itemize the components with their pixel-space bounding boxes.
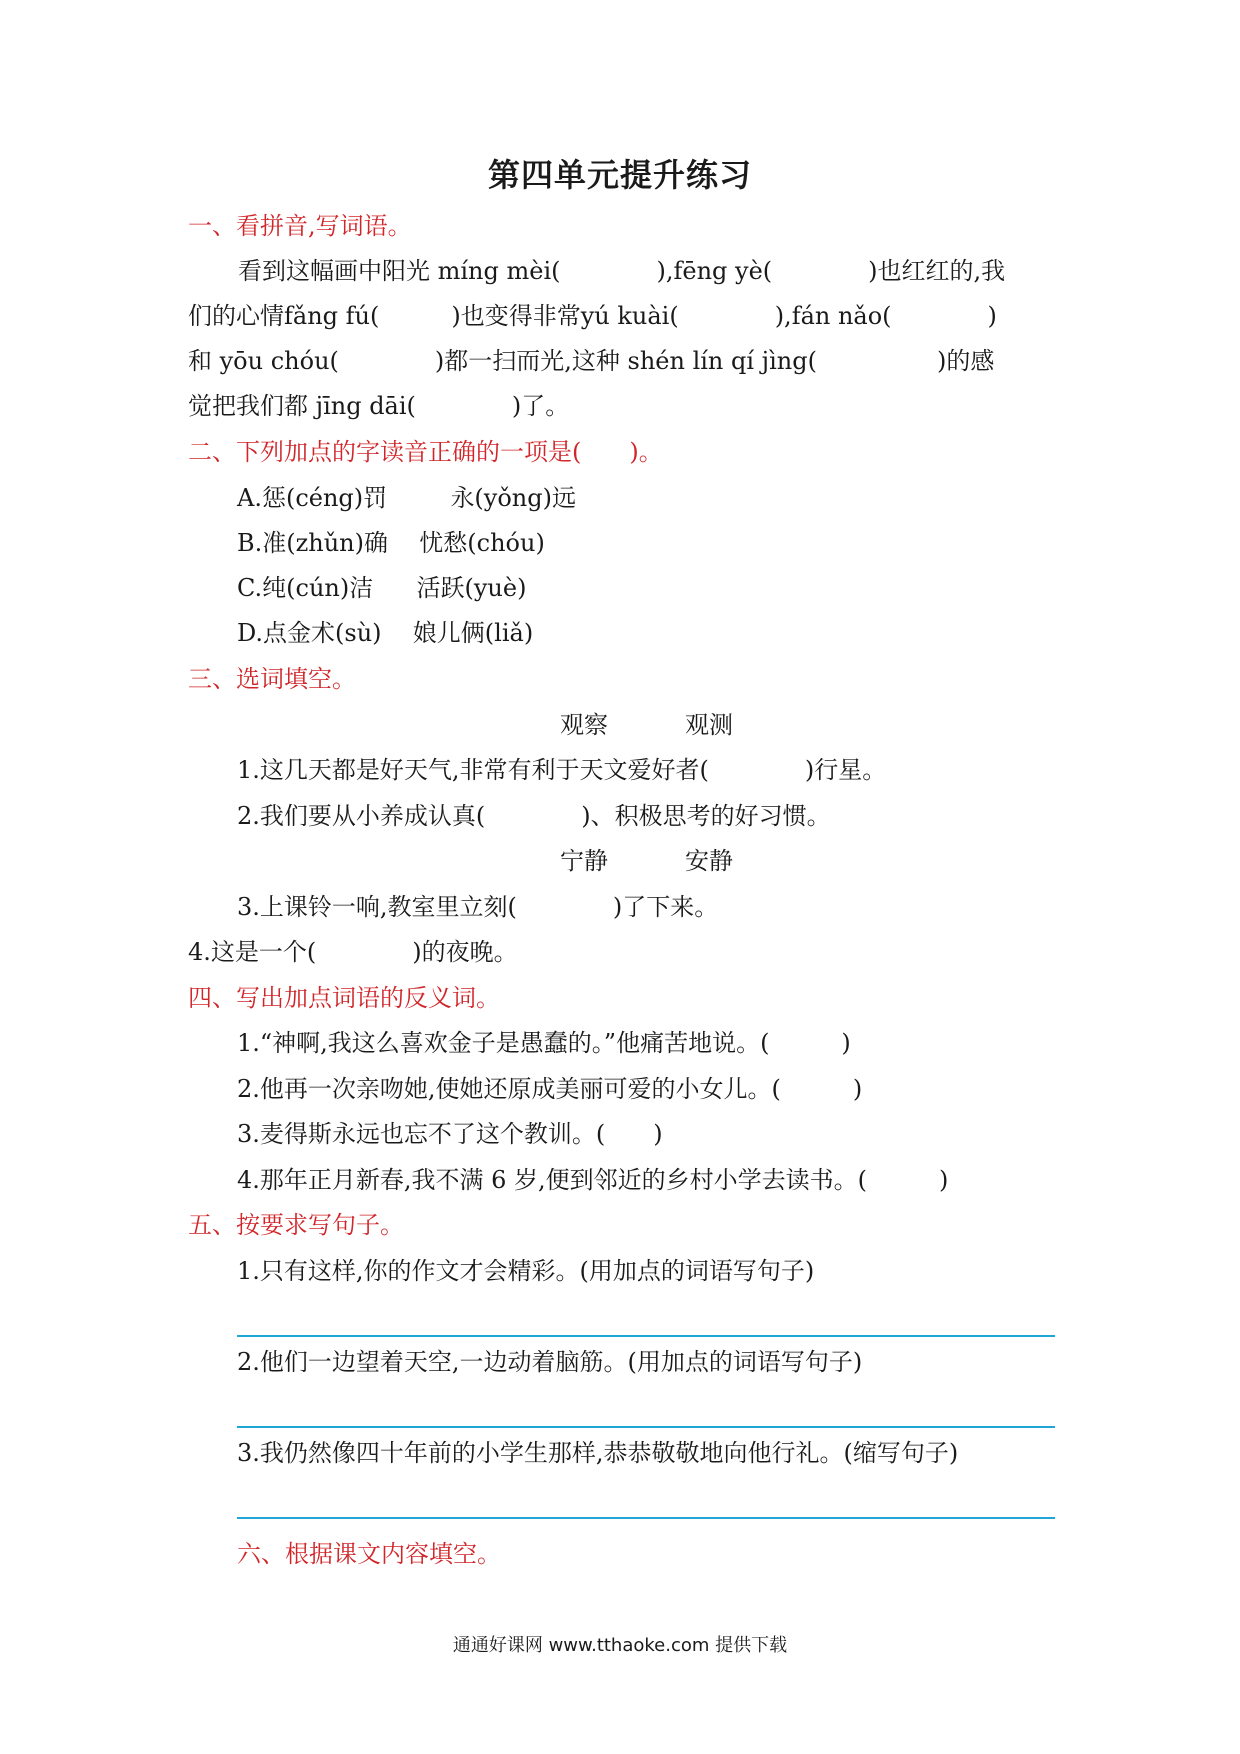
option-b	[237, 527, 545, 559]
word-choice-3: 宁静	[560, 847, 608, 875]
section5-q3: 3.我仍然像四十年前的小学生那样,恭恭敬敬地向他行礼。(缩写句子)	[237, 1439, 959, 1467]
section3-q1: 1.这几天都是好天气,非常有利于天文爱好者( )行星。	[237, 756, 887, 784]
section4-q2: 2.他再一次亲吻她,使她还原成美丽可爱的小女儿。( )	[237, 1075, 863, 1103]
answer-line-2[interactable]	[237, 1426, 1055, 1428]
option-a-word2: 永(yǒng)远	[450, 484, 576, 512]
word-choice-4: 安静	[685, 847, 733, 875]
section3-q4: 4.这是一个( )的夜晚。	[188, 938, 518, 966]
section5-q1: 1.只有这样,你的作文才会精彩。(用加点的词语写句子)	[237, 1257, 815, 1285]
section4-q4: 4.那年正月新春,我不满 6 岁,便到邻近的乡村小学去读书。( )	[237, 1166, 949, 1194]
section4-q3: 3.麦得斯永远也忘不了这个教训。( )	[237, 1120, 663, 1148]
option-b-word2: 忧愁(chóu)	[419, 529, 545, 557]
word-choice-1: 观察	[560, 711, 608, 739]
option-d	[237, 617, 533, 649]
option-d-word1: D.点金术(sù)	[237, 619, 382, 647]
section3-q2: 2.我们要从小养成认真( )、积极思考的好习惯。	[237, 802, 831, 830]
option-b-word1: B.准(zhǔn)确	[237, 529, 389, 557]
option-c	[237, 572, 526, 604]
answer-line-3[interactable]	[237, 1517, 1055, 1519]
answer-line-1[interactable]	[237, 1335, 1055, 1337]
option-c-word1: C.纯(cún)洁	[237, 574, 374, 602]
section1-line3: 和 yōu chóu( )都一扫而光,这种 shén lín qí jìng( )的感	[188, 347, 995, 375]
section1-line4: 觉把我们都 jīng dāi( )了。	[188, 392, 570, 420]
section6-heading: 六、根据课文内容填空。	[237, 1540, 501, 1568]
section3-q3: 3.上课铃一响,教室里立刻( )了下来。	[237, 893, 719, 921]
option-a-word1: A.惩(céng)罚	[237, 484, 388, 512]
section2-heading: 二、下列加点的字读音正确的一项是( )。	[188, 438, 663, 466]
word-choice-2: 观测	[685, 711, 733, 739]
section5-heading: 五、按要求写句子。	[188, 1211, 404, 1239]
section5-q2: 2.他们一边望着天空,一边动着脑筋。(用加点的词语写句子)	[237, 1348, 863, 1376]
page-title: 第四单元提升练习	[487, 156, 752, 194]
section1-line2: 们的心情fǎng fú( )也变得非常yú kuài( ),fán nǎo( )	[188, 302, 997, 330]
section3-heading: 三、选词填空。	[188, 665, 356, 693]
option-a	[237, 482, 576, 514]
section4-q1: 1.“神啊,我这么喜欢金子是愚蠢的。”他痛苦地说。( )	[237, 1029, 851, 1057]
option-d-word2: 娘儿俩(liǎ)	[412, 619, 534, 647]
section4-heading: 四、写出加点词语的反义词。	[188, 984, 500, 1012]
section1-line1: 看到这幅画中阳光 míng mèi( ),fēng yè( )也红红的,我	[238, 257, 1006, 285]
section1-heading: 一、看拼音,写词语。	[188, 212, 412, 240]
footer-credit: 通通好课网 www.tthaoke.com 提供下载	[452, 1635, 788, 1656]
option-c-word2: 活跃(yuè)	[416, 574, 527, 602]
